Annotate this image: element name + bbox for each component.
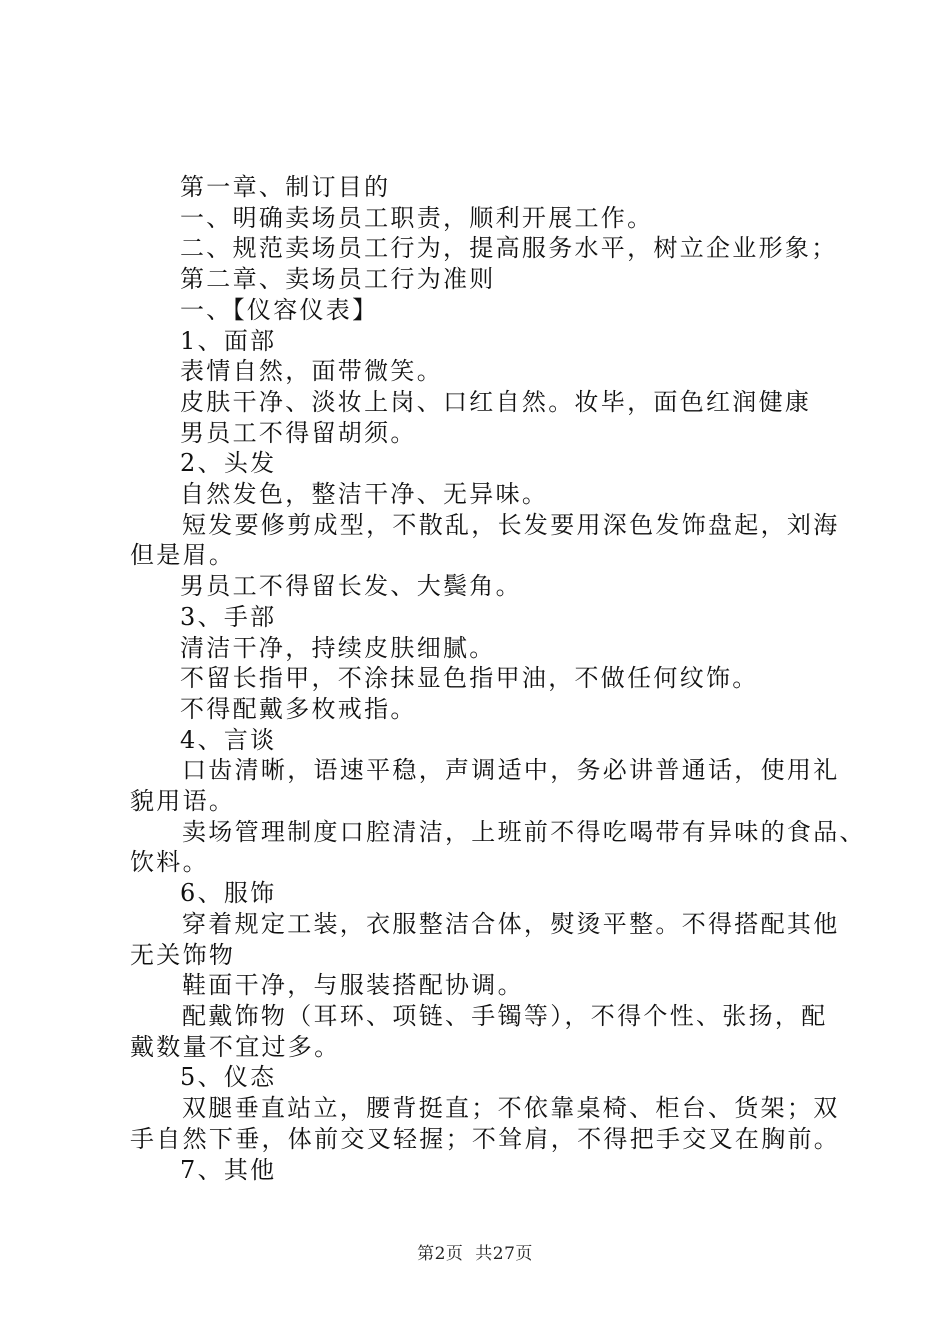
text-line: 一、明确卖场员工职责，顺利开展工作。 (180, 203, 654, 232)
text-line: 配戴饰物（耳环、项链、手镯等），不得个性、张扬，配 (182, 1001, 828, 1030)
text-line: 但是眉。 (130, 541, 236, 570)
text-line: 口齿清晰，语速平稳，声调适中，务必讲普通话，使用礼 (182, 756, 840, 785)
page-number: 第2页 (417, 1244, 464, 1264)
text-line: 4、言谈 (180, 725, 277, 754)
text-line: 5、仪态 (180, 1063, 277, 1092)
text-line: 二、规范卖场员工行为，提高服务水平，树立企业形象； (180, 234, 838, 263)
text-line: 戴数量不宜过多。 (130, 1032, 341, 1061)
document-body (130, 172, 866, 1185)
page-total: 共27页 (475, 1244, 533, 1264)
text-line: 表情自然，面带微笑。 (180, 357, 443, 386)
text-line: 7、其他 (180, 1155, 277, 1184)
text-line: 清洁干净，持续皮肤细腻。 (180, 633, 496, 662)
text-line: 饮料。 (130, 848, 209, 877)
text-line: 自然发色，整洁干净、无异味。 (180, 480, 549, 509)
text-line: 双腿垂直站立，腰背挺直；不依靠桌椅、柜台、货架；双 (182, 1094, 840, 1123)
text-line: 第一章、制订目的 (180, 173, 391, 201)
page-footer (0, 1243, 950, 1265)
text-line: 穿着规定工装，衣服整洁合体，熨烫平整。不得搭配其他 (182, 909, 840, 938)
text-line: 不得配戴多枚戒指。 (180, 694, 417, 723)
text-line: 鞋面干净，与服装搭配协调。 (182, 971, 524, 1000)
text-line: 男员工不得留长发、大鬓角。 (180, 572, 522, 601)
text-line: 一、【仪容仪表】 (180, 295, 379, 324)
text-line: 男员工不得留胡须。 (180, 418, 417, 447)
text-line: 貌用语。 (130, 787, 236, 816)
text-line: 1、面部 (180, 326, 277, 355)
text-line: 3、手部 (180, 602, 277, 631)
text-line: 2、头发 (180, 449, 277, 478)
text-line: 短发要修剪成型，不散乱，长发要用深色发饰盘起，刘海 (182, 510, 840, 539)
text-line: 卖场管理制度口腔清洁，上班前不得吃喝带有异味的食品、 (182, 817, 866, 846)
text-line: 不留长指甲，不涂抹显色指甲油，不做任何纹饰。 (180, 664, 759, 693)
text-line: 无关饰物 (130, 940, 236, 969)
text-line: 皮肤干净、淡妆上岗、口红自然。妆毕，面色红润健康 (180, 387, 812, 416)
text-line: 第二章、卖场员工行为准则 (180, 265, 496, 294)
text-line: 6、服饰 (180, 879, 277, 908)
text-line: 手自然下垂，体前交叉轻握；不耸肩，不得把手交叉在胸前。 (130, 1124, 841, 1153)
